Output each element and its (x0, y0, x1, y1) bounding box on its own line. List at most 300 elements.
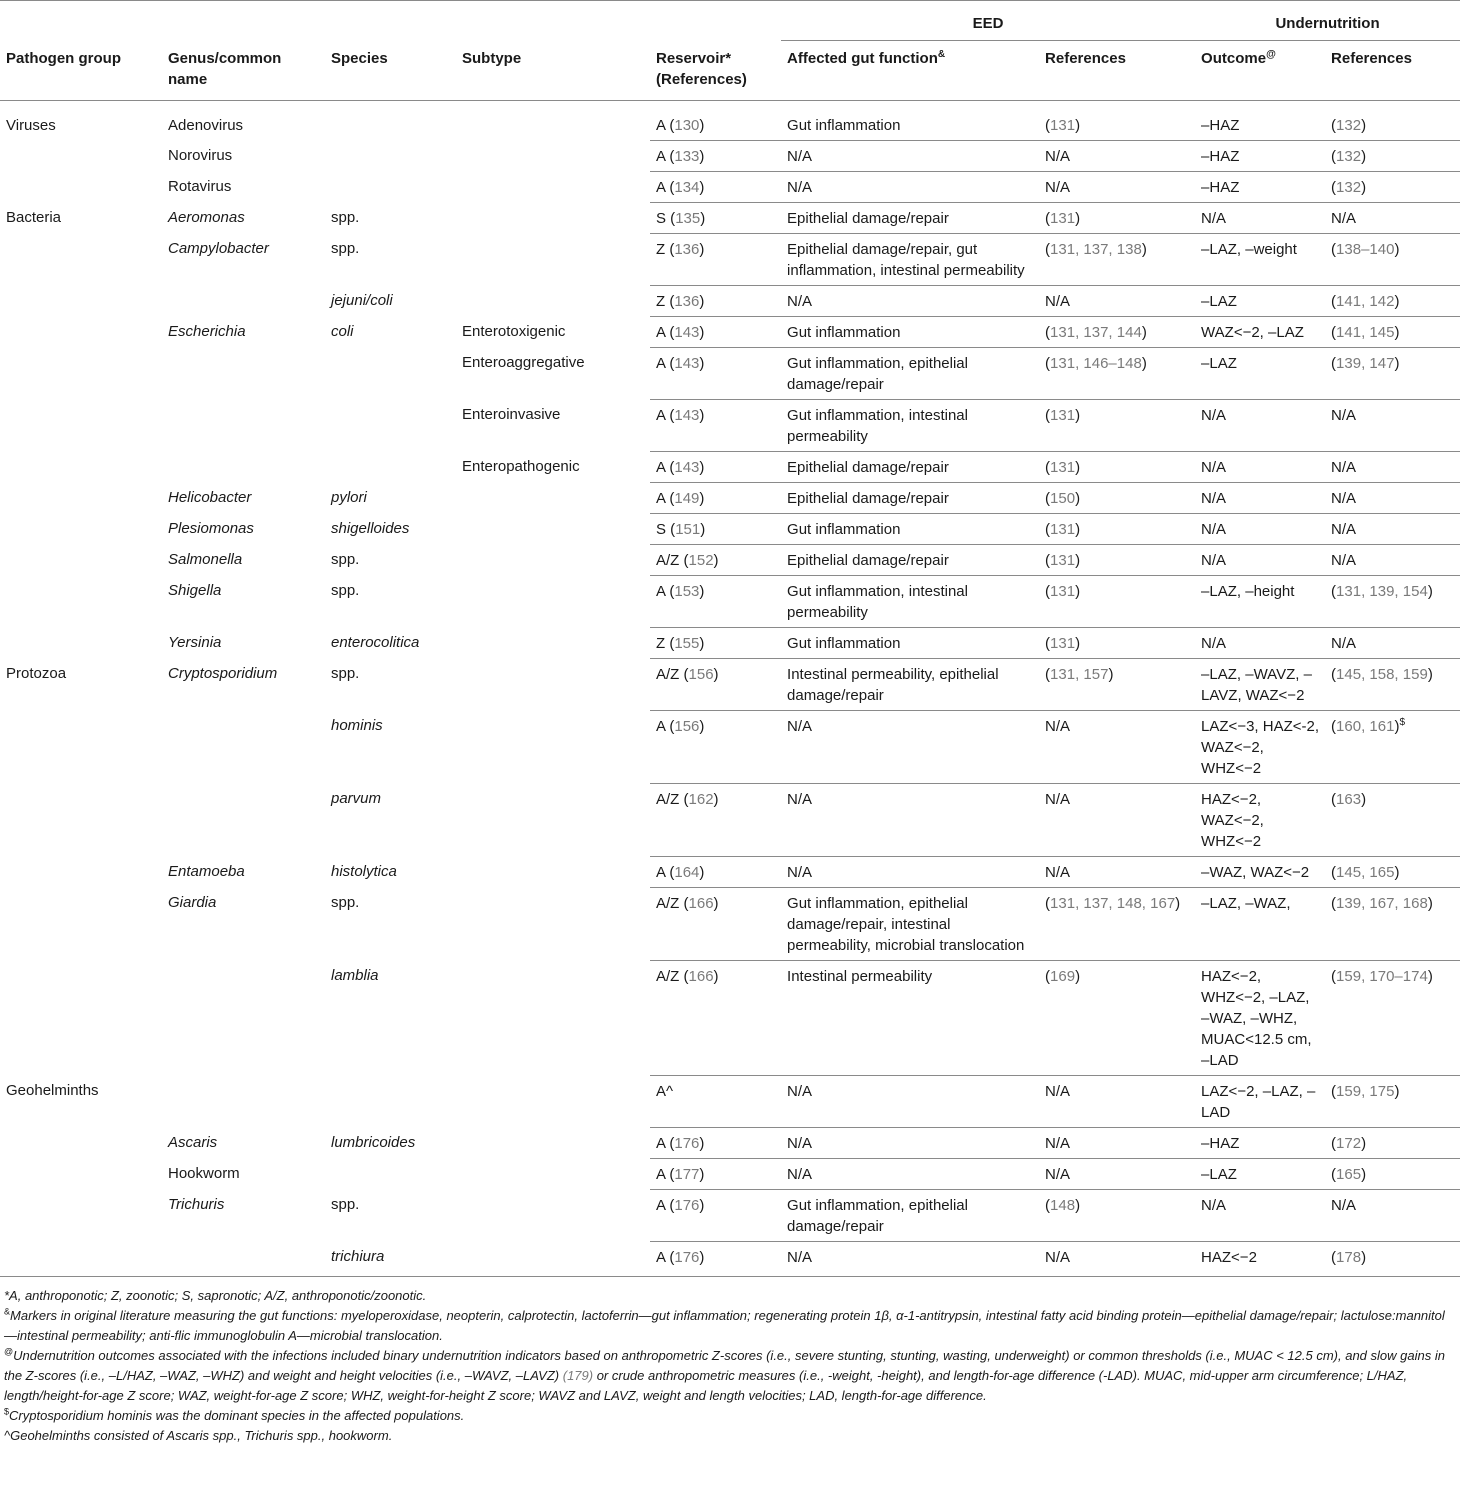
gut-function-cell (781, 513, 1039, 544)
outcome-text: –HAZ (1201, 1134, 1240, 1152)
genus-text: Entamoeba (168, 863, 245, 880)
reference-link[interactable]: 145, 165 (1336, 863, 1395, 881)
reference-link[interactable]: 131, 146–148 (1050, 354, 1142, 372)
paren: ( (1045, 323, 1051, 341)
undernutrition-references-cell (1325, 856, 1460, 887)
species-cell (325, 171, 456, 202)
reference-link[interactable]: 136 (674, 240, 700, 258)
reference-link[interactable]: 143 (674, 323, 700, 341)
paren: ) (700, 520, 706, 538)
reservoir-label: Reservoir* (656, 49, 732, 67)
paren: ( (1331, 323, 1337, 341)
subtype-cell (456, 513, 650, 544)
paren: ) (1141, 323, 1147, 341)
outcome-text: N/A (1201, 209, 1227, 227)
reference-link[interactable]: 151 (675, 520, 701, 538)
reference-link[interactable]: 131, 157 (1050, 665, 1109, 683)
reservoir-code: Z (656, 292, 666, 310)
pathogen-group-cell (0, 1158, 162, 1189)
footnote-mark: & (937, 49, 946, 60)
table-row (0, 140, 1460, 171)
pathogen-group-cell (0, 1189, 162, 1241)
pathogen-group-text: Bacteria (6, 209, 62, 226)
gut-function-cell (781, 202, 1039, 233)
gut-function-cell (781, 627, 1039, 658)
pathogen-group-cell (0, 513, 162, 544)
paren: ) (699, 634, 705, 652)
species-cell (325, 451, 456, 482)
undernutrition-group-header: Undernutrition (1195, 1, 1460, 41)
outcome-cell (1195, 1189, 1325, 1241)
reference-link[interactable]: 143 (674, 458, 700, 476)
eed-references-cell (1039, 233, 1195, 285)
paren: ) (699, 354, 705, 372)
pathogen-group-cell (0, 627, 162, 658)
pathogen-group-cell (0, 710, 162, 783)
paren: ) (1427, 582, 1433, 600)
reference-link[interactable]: 176 (674, 1134, 700, 1152)
reference-link[interactable]: 131 (1050, 520, 1076, 538)
paren: ( (1045, 520, 1051, 538)
reference-link[interactable]: 141, 145 (1336, 323, 1395, 341)
reference-link[interactable]: 149 (674, 489, 700, 507)
reference-link[interactable]: 166 (688, 967, 714, 985)
paren: ( (1045, 209, 1051, 227)
species-cell (325, 100, 456, 140)
subtype-cell (456, 347, 650, 399)
outcome-cell (1195, 783, 1325, 856)
gut-function-text: N/A (787, 292, 813, 310)
reference-link[interactable]: 131 (1050, 634, 1076, 652)
group-header-row (0, 1, 1460, 41)
col-header-gut-function (781, 41, 1039, 101)
gut-function-cell (781, 783, 1039, 856)
paren: ) (1075, 1196, 1081, 1214)
paren: ( (1045, 354, 1051, 372)
footnote-text: Markers in original literature measuring the gut functions: myeloperoxidase, neopterin, calprotectin, lactoferrin—gut inflammation; regenerating protein 1β, α-1-antitrypsin, intestinal fatty acid binding protein—epithelial damage/repair; lactulose:mannitol—intestinal permeability; anti-flic immunoglobulin A—microbial translocation. (4, 1307, 1445, 1343)
reference-link[interactable]: 162 (688, 790, 714, 808)
outcome-cell (1195, 658, 1325, 710)
reservoir-cell (650, 544, 781, 575)
genus-cell (162, 783, 325, 856)
eed-references-cell (1039, 710, 1195, 783)
outcome-cell (1195, 100, 1325, 140)
genus-text: Trichuris (168, 1196, 225, 1213)
subtype-cell (456, 285, 650, 316)
eed-references-cell (1039, 1127, 1195, 1158)
genus-cell (162, 710, 325, 783)
paren: ( (1045, 894, 1051, 912)
gut-function-text: N/A (787, 717, 813, 735)
reference-link[interactable]: 139, 167, 168 (1336, 894, 1428, 912)
reference-link[interactable]: 152 (688, 551, 714, 569)
footnote-text: or crude anthropometric measures (i.e., -weight, -height), and length-for-age difference (-LAD). MUAC, mid-upper arm circumference; L/HAZ, length/height-for-age Z score; WAZ, weight-for-age Z score; WHZ, weight-for-height Z score; WAVZ and LAVZ, weight and length velocities; LAD, length-for-age difference. (4, 1367, 1408, 1403)
eed-reference-na: N/A (1045, 1082, 1071, 1100)
genus-cell (162, 399, 325, 451)
reference-link[interactable]: 130 (674, 116, 700, 134)
eed-references-cell (1039, 960, 1195, 1075)
footnote-4 (4, 1406, 1456, 1426)
paren: ( (1045, 582, 1051, 600)
outcome-cell (1195, 1075, 1325, 1127)
reference-link[interactable]: 177 (674, 1165, 700, 1183)
reference-link[interactable]: 135 (675, 209, 701, 227)
pathogen-group-text: Viruses (6, 116, 56, 134)
genus-cell (162, 482, 325, 513)
genus-cell (162, 451, 325, 482)
reference-link[interactable]: 176 (674, 1196, 700, 1214)
col-header-outcome (1195, 41, 1325, 101)
paren: ) (1394, 292, 1400, 310)
reference-link[interactable]: 143 (674, 354, 700, 372)
genus-text: Ascaris (168, 1134, 218, 1151)
genus-cell (162, 140, 325, 171)
outcome-cell (1195, 399, 1325, 451)
gut-function-cell (781, 140, 1039, 171)
species-text: parvum (331, 790, 382, 807)
paren: ) (699, 1248, 705, 1266)
reference-link[interactable]: 134 (674, 178, 700, 196)
reference-link[interactable]: 141, 142 (1336, 292, 1395, 310)
undernutrition-references-cell (1325, 513, 1460, 544)
genus-text: Campylobacter (168, 240, 269, 257)
table-row (0, 347, 1460, 399)
paren: ( (679, 551, 689, 569)
outcome-text: –LAZ (1201, 292, 1237, 310)
paren: ) (699, 717, 705, 735)
paren: ( (665, 1165, 675, 1183)
reservoir-code: A/Z (656, 967, 680, 985)
reservoir-refs-label: (References) (656, 70, 747, 88)
gut-function-text: N/A (787, 1134, 813, 1152)
species-cell (325, 1075, 456, 1127)
species-text: hominis (331, 717, 383, 734)
eed-reference-na: N/A (1045, 147, 1071, 165)
reference-link[interactable]: 165 (1336, 1165, 1362, 1183)
reference-link[interactable]: 131, 139, 154 (1336, 582, 1428, 600)
genus-text: Hookworm (168, 1165, 240, 1182)
table-row (0, 627, 1460, 658)
reference-link[interactable]: 178 (1336, 1248, 1362, 1266)
reservoir-cell (650, 100, 781, 140)
genus-cell (162, 202, 325, 233)
reference-link[interactable]: 155 (674, 634, 700, 652)
undernutrition-references-cell (1325, 887, 1460, 960)
subtype-cell (456, 1127, 650, 1158)
paren: ( (1331, 665, 1337, 683)
outcome-cell (1195, 285, 1325, 316)
reservoir-cell (650, 1075, 781, 1127)
reference-link[interactable]: 132 (1336, 178, 1362, 196)
outcome-text: –LAZ (1201, 1165, 1237, 1183)
footnote-text: Cryptosporidium hominis was the dominant species in the affected populations. (9, 1407, 465, 1423)
reference-link[interactable]: 131, 137, 138 (1050, 240, 1142, 258)
species-cell (325, 544, 456, 575)
undernutrition-references-cell (1325, 171, 1460, 202)
paren: ( (1331, 147, 1337, 165)
outcome-cell (1195, 316, 1325, 347)
paren: ( (665, 116, 675, 134)
undernutrition-reference-na: N/A (1331, 520, 1357, 538)
reference-link[interactable]: 153 (674, 582, 700, 600)
reservoir-cell (650, 1158, 781, 1189)
eed-references-cell (1039, 856, 1195, 887)
reservoir-cell (650, 960, 781, 1075)
species-cell (325, 1158, 456, 1189)
reference-link[interactable]: 131 (1050, 406, 1076, 424)
paren: ) (700, 209, 706, 227)
paren: ( (1331, 1134, 1337, 1152)
paren: ( (666, 520, 676, 538)
species-cell (325, 856, 456, 887)
pathogen-group-cell (0, 1241, 162, 1276)
undernutrition-reference-na: N/A (1331, 209, 1357, 227)
reference-link[interactable]: 164 (674, 863, 700, 881)
undernutrition-references-cell (1325, 544, 1460, 575)
subtype-cell (456, 482, 650, 513)
paren: ) (1141, 240, 1147, 258)
paren: ) (1361, 1165, 1367, 1183)
reference-link[interactable]: 169 (1050, 967, 1076, 985)
table-row (0, 856, 1460, 887)
subtype-text: Enteropathogenic (462, 458, 580, 475)
gut-function-cell (781, 399, 1039, 451)
footnote-reference-link[interactable]: (179) (562, 1367, 594, 1383)
paren: ( (1331, 1082, 1337, 1100)
reference-link[interactable]: 131 (1050, 209, 1076, 227)
undernutrition-references-cell (1325, 1189, 1460, 1241)
reference-link[interactable]: 150 (1050, 489, 1076, 507)
reference-link[interactable]: 131, 137, 144 (1050, 323, 1142, 341)
paren: ) (699, 489, 705, 507)
gut-function-cell (781, 482, 1039, 513)
reference-link[interactable]: 138–140 (1336, 240, 1395, 258)
gut-function-cell (781, 171, 1039, 202)
species-text: shigelloides (331, 520, 410, 537)
paren: ) (699, 458, 705, 476)
paren: ( (665, 1134, 675, 1152)
reference-link[interactable]: 159, 175 (1336, 1082, 1395, 1100)
paren: ) (699, 292, 705, 310)
table-row (0, 233, 1460, 285)
species-cell (325, 233, 456, 285)
species-cell (325, 1189, 456, 1241)
undernutrition-references-cell (1325, 783, 1460, 856)
undernutrition-references-cell (1325, 658, 1460, 710)
pathogen-group-cell (0, 100, 162, 140)
reference-link[interactable]: 166 (688, 894, 714, 912)
gut-function-cell (781, 100, 1039, 140)
reference-link[interactable]: 131, 137, 148, 167 (1050, 894, 1176, 912)
table-row (0, 887, 1460, 960)
footnote-mark: & (4, 1306, 11, 1317)
paren: ) (1361, 1134, 1367, 1152)
paren: ) (699, 582, 705, 600)
reference-link[interactable]: 172 (1336, 1134, 1362, 1152)
reservoir-code: A/Z (656, 894, 680, 912)
paren: ( (665, 863, 675, 881)
paren: ( (1045, 458, 1051, 476)
col-header-reservoir (650, 41, 781, 101)
undernutrition-references-cell (1325, 451, 1460, 482)
outcome-text: –LAZ, –WAVZ, –LAVZ, WAZ<−2 (1201, 665, 1312, 704)
gut-function-cell (781, 887, 1039, 960)
paren: ( (1045, 116, 1051, 134)
table-row (0, 1241, 1460, 1276)
outcome-cell (1195, 710, 1325, 783)
outcome-text: HAZ<−2, WAZ<−2, WHZ<−2 (1201, 790, 1264, 850)
undernutrition-references-cell (1325, 233, 1460, 285)
genus-cell (162, 100, 325, 140)
genus-cell (162, 1127, 325, 1158)
species-text: spp. (331, 240, 360, 257)
gut-function-label: Affected gut function (787, 50, 938, 67)
reference-link[interactable]: 156 (674, 717, 700, 735)
reference-link[interactable]: 131 (1050, 582, 1076, 600)
species-cell (325, 710, 456, 783)
subtype-cell (456, 1189, 650, 1241)
gut-function-text: Gut inflammation (787, 634, 901, 652)
undernutrition-reference-na: N/A (1331, 634, 1357, 652)
eed-references-cell (1039, 575, 1195, 627)
species-cell (325, 887, 456, 960)
outcome-text: N/A (1201, 520, 1227, 538)
undernutrition-references-cell (1325, 960, 1460, 1075)
species-cell (325, 285, 456, 316)
reservoir-cell (650, 233, 781, 285)
paren: ( (1045, 1196, 1051, 1214)
pathogen-group-cell (0, 202, 162, 233)
genus-cell (162, 171, 325, 202)
outcome-cell (1195, 347, 1325, 399)
paren: ) (1361, 178, 1367, 196)
paren: ( (1331, 292, 1337, 310)
reference-link[interactable]: 156 (688, 665, 714, 683)
reservoir-cell (650, 202, 781, 233)
paren: ) (713, 665, 719, 683)
outcome-cell (1195, 1241, 1325, 1276)
reference-link[interactable]: 159, 170–174 (1336, 967, 1428, 985)
reference-link[interactable]: 145, 158, 159 (1336, 665, 1428, 683)
reference-link[interactable]: 131 (1050, 116, 1076, 134)
reference-link[interactable]: 132 (1336, 116, 1362, 134)
species-cell (325, 399, 456, 451)
eed-references-cell (1039, 783, 1195, 856)
col-header-species: Species (331, 49, 388, 67)
undernutrition-references-cell (1325, 575, 1460, 627)
subtype-cell (456, 451, 650, 482)
species-text: spp. (331, 582, 360, 599)
reservoir-cell (650, 856, 781, 887)
table-row (0, 710, 1460, 783)
reservoir-cell (650, 140, 781, 171)
pathogen-group-cell (0, 451, 162, 482)
reference-link[interactable]: 131 (1050, 458, 1076, 476)
undernutrition-reference-na: N/A (1331, 406, 1357, 424)
subtype-cell (456, 575, 650, 627)
reference-link[interactable]: 143 (674, 406, 700, 424)
gut-function-cell (781, 1189, 1039, 1241)
species-cell (325, 783, 456, 856)
species-cell (325, 513, 456, 544)
paren: ( (1045, 240, 1051, 258)
table-row (0, 513, 1460, 544)
reference-link[interactable]: 131 (1050, 551, 1076, 569)
undernutrition-references-cell (1325, 482, 1460, 513)
eed-references-cell (1039, 399, 1195, 451)
species-text: spp. (331, 665, 360, 682)
reservoir-code: A (656, 323, 666, 341)
genus-text: Rotavirus (168, 178, 232, 195)
paren: ) (1427, 665, 1433, 683)
table-header (0, 1, 1460, 101)
paren: ( (665, 178, 675, 196)
reference-link[interactable]: 139, 147 (1336, 354, 1395, 372)
eed-references-cell (1039, 451, 1195, 482)
gut-function-cell (781, 856, 1039, 887)
paren: ( (1331, 894, 1337, 912)
undernutrition-references-cell (1325, 1241, 1460, 1276)
subtype-text: Enteroinvasive (462, 406, 561, 423)
undernutrition-references-cell (1325, 100, 1460, 140)
genus-text: Escherichia (168, 323, 246, 340)
reservoir-code: A (656, 717, 666, 735)
gut-function-text: Gut inflammation (787, 116, 901, 134)
reference-link[interactable]: 176 (674, 1248, 700, 1266)
reference-link[interactable]: 160, 161 (1336, 717, 1395, 735)
outcome-text: N/A (1201, 634, 1227, 652)
gut-function-text: N/A (787, 1165, 813, 1183)
genus-text: Norovirus (168, 147, 233, 164)
species-text: lamblia (331, 967, 379, 984)
gut-function-cell (781, 658, 1039, 710)
reservoir-code: S (656, 520, 667, 538)
paren: ( (665, 717, 675, 735)
eed-reference-na: N/A (1045, 863, 1071, 881)
paren: ) (1075, 582, 1081, 600)
paren: ) (699, 147, 705, 165)
reference-link[interactable]: 132 (1336, 147, 1362, 165)
genus-text: Salmonella (168, 551, 243, 568)
reference-link[interactable]: 148 (1050, 1196, 1076, 1214)
table-row (0, 1189, 1460, 1241)
eed-references-cell (1039, 1189, 1195, 1241)
species-text: spp. (331, 551, 360, 568)
table-row (0, 960, 1460, 1075)
col-header-eed-references: References (1045, 50, 1126, 67)
outcome-cell (1195, 171, 1325, 202)
reference-link[interactable]: 163 (1336, 790, 1362, 808)
paren: ) (1427, 894, 1433, 912)
eed-references-cell (1039, 887, 1195, 960)
outcome-text: N/A (1201, 551, 1227, 569)
subtype-cell (456, 783, 650, 856)
undernutrition-references-cell (1325, 1158, 1460, 1189)
reference-link[interactable]: 136 (674, 292, 700, 310)
paren: ( (665, 582, 675, 600)
outcome-text: WAZ<−2, –LAZ (1201, 323, 1304, 341)
paren: ) (1394, 323, 1400, 341)
genus-text: Aeromonas (168, 209, 245, 226)
paren: ) (1361, 147, 1367, 165)
paren: ( (665, 634, 675, 652)
paren: ( (1045, 665, 1051, 683)
paren: ) (1075, 967, 1081, 985)
reservoir-cell (650, 627, 781, 658)
paren: ( (1331, 1248, 1337, 1266)
reference-link[interactable]: 133 (674, 147, 700, 165)
paren: ) (1075, 634, 1081, 652)
